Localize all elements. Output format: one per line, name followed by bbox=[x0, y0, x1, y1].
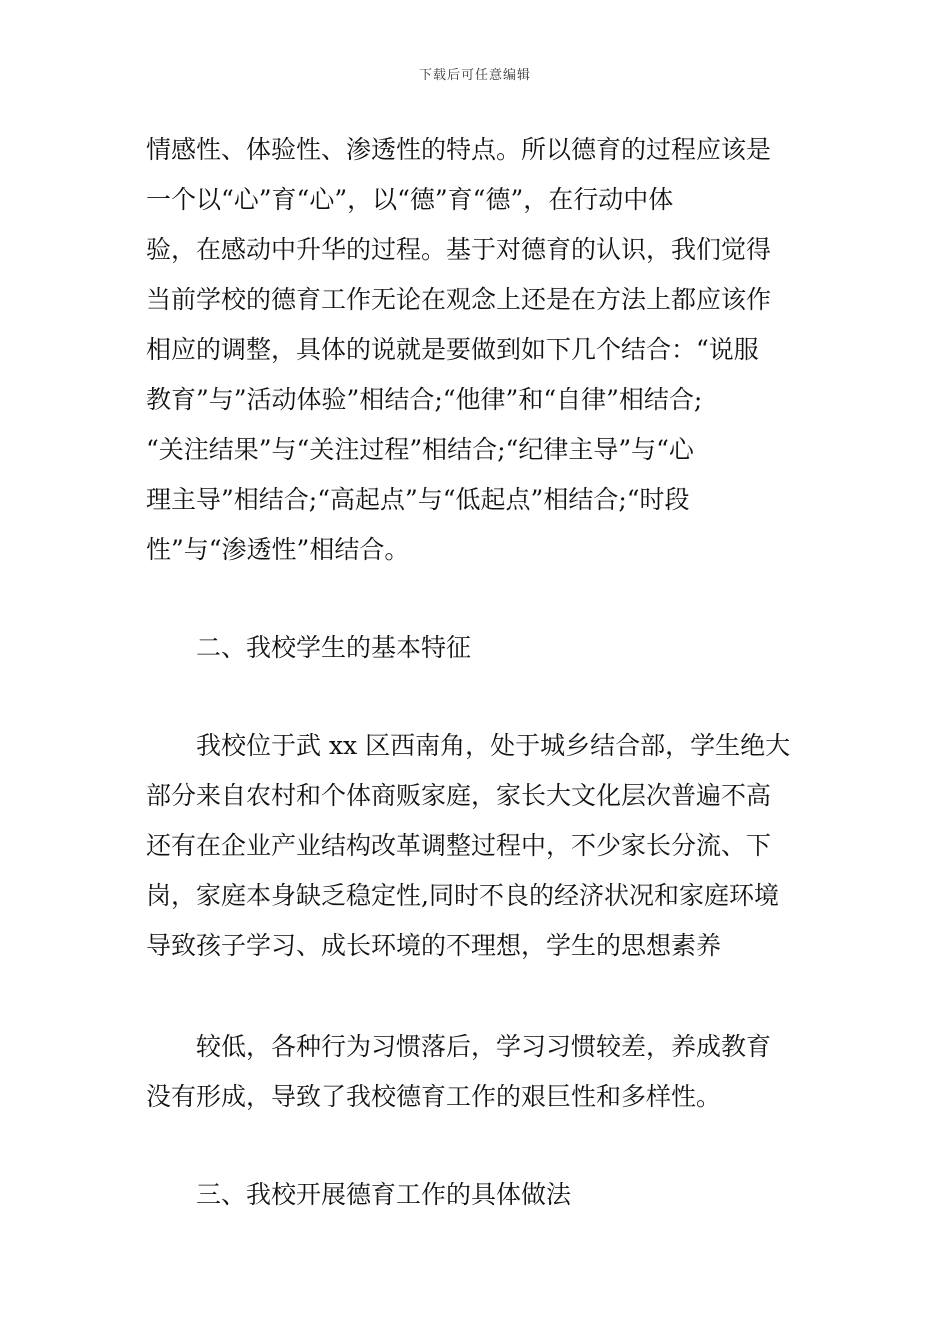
text-line: “关注结果”与“关注过程”相结合;“纪律主导”与“心 bbox=[146, 435, 694, 464]
section-heading-2: 二、我校学生的基本特征 bbox=[196, 633, 472, 662]
text-line: 还有在企业产业结构改革调整过程中，不少家长分流、下 bbox=[146, 831, 772, 860]
text-line: 导致孩子学习、成长环境的不理想，学生的思想素养 bbox=[146, 931, 722, 960]
text-line: 一个以“心”育“心”，以“德”育“德”，在行动中体 bbox=[146, 185, 674, 214]
text-line: 教育”与”活动体验”相结合;“他律”和“自律”相结合; bbox=[146, 385, 703, 414]
text-line: 情感性、体验性、渗透性的特点。所以德育的过程应该是 bbox=[146, 135, 772, 164]
section-heading-3: 三、我校开展德育工作的具体做法 bbox=[196, 1180, 572, 1209]
text-line: 性”与“渗透性”相结合。 bbox=[146, 535, 410, 564]
text-line: 验，在感动中升华的过程。基于对德育的认识，我们觉得 bbox=[146, 235, 772, 264]
text-line: 当前学校的德育工作无论在观念上还是在方法上都应该作 bbox=[146, 285, 772, 314]
text-line: 相应的调整，具体的说就是要做到如下几个结合：“说服 bbox=[146, 335, 759, 364]
text-line: 我校位于武 xx 区西南角，处于城乡结合部，学生绝大 bbox=[196, 731, 791, 760]
text-line: 岗，家庭本身缺乏稳定性,同时不良的经济状况和家庭环境 bbox=[146, 881, 779, 910]
page-header: 下载后可任意编辑 bbox=[418, 68, 531, 83]
text-line: 理主导”相结合;“高起点”与“低起点”相结合;“时段 bbox=[146, 485, 690, 514]
text-line: 没有形成，导致了我校德育工作的艰巨性和多样性。 bbox=[146, 1082, 722, 1111]
text-line: 部分来自农村和个体商贩家庭，家长大文化层次普遍不高 bbox=[146, 781, 772, 810]
text-line: 较低，各种行为习惯落后，学习习惯较差，养成教育 bbox=[196, 1032, 772, 1061]
